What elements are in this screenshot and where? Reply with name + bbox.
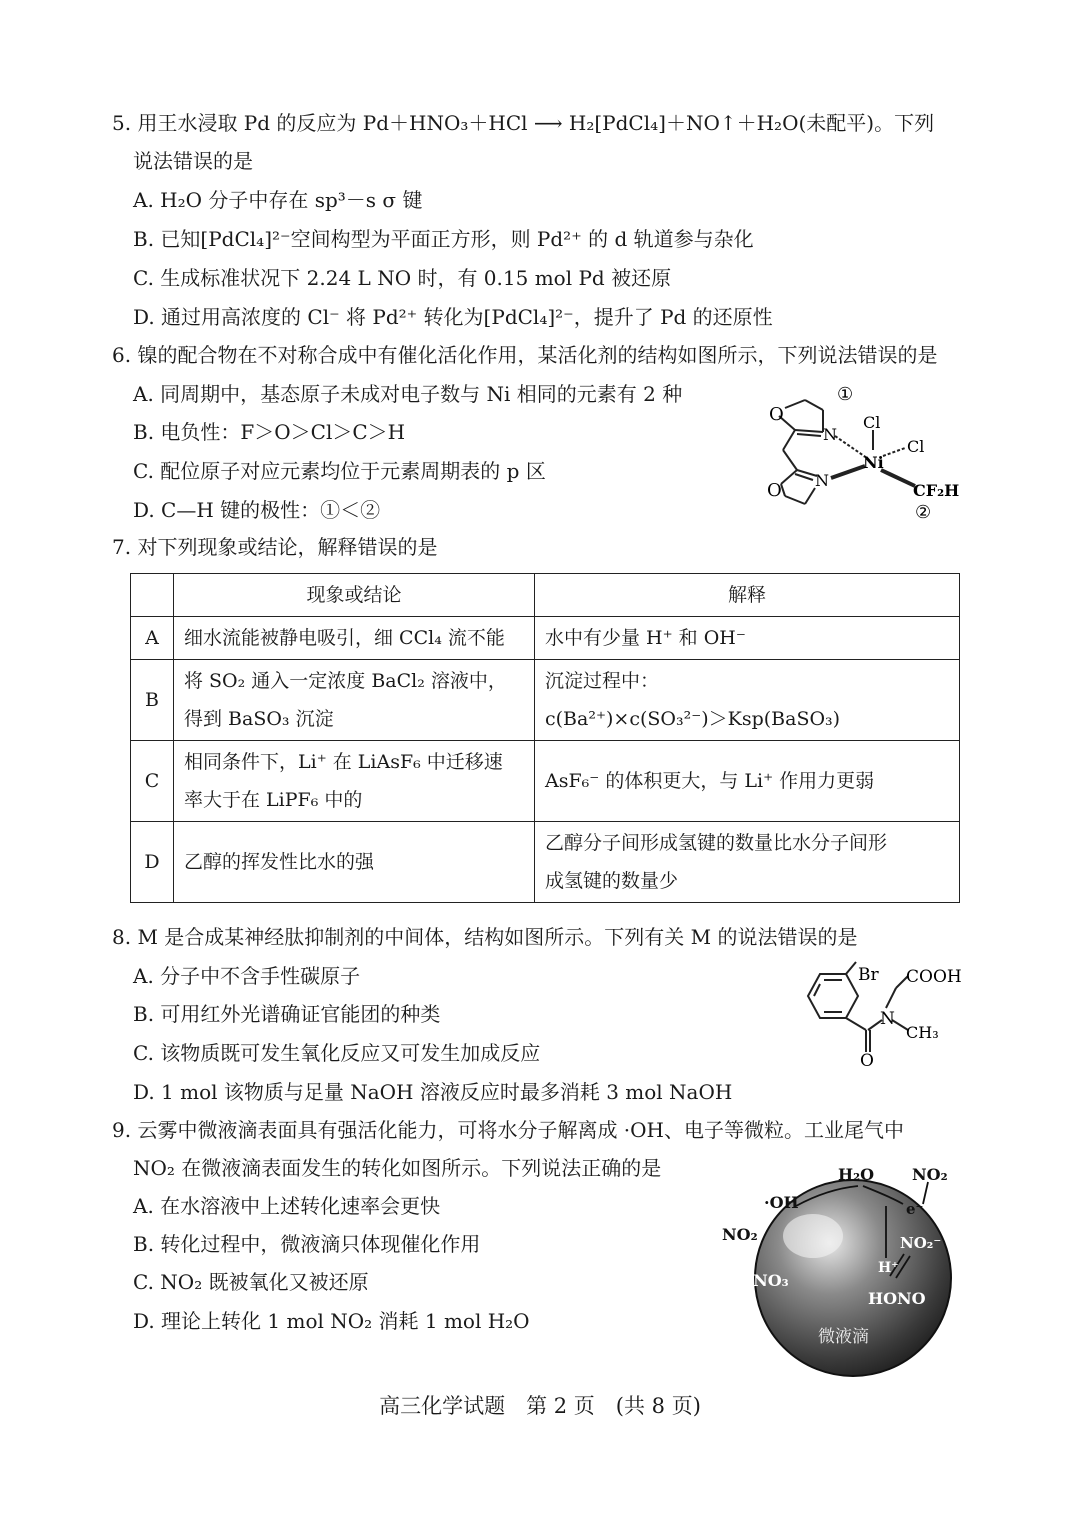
table-row [131, 741, 960, 822]
q6-fig-cf2h: CF₂H [913, 481, 960, 500]
q8-option-b: B. 可用红外光谱确证官能团的种类 [133, 1002, 441, 1026]
q5-option-a: A. H₂O 分子中存在 sp³－s σ 键 [133, 188, 423, 212]
q5-option-c: C. 生成标准状况下 2.24 L NO 时，有 0.15 mol Pd 被还原 [133, 266, 672, 290]
row-phenomenon [174, 822, 535, 903]
cell-line: 水中有少量 H⁺ 和 OH⁻ [545, 627, 746, 649]
q9-option-a: A. 在水溶液中上述转化速率会更快 [133, 1194, 441, 1218]
cell-line: AsF₆⁻ 的体积更大，与 Li⁺ 作用力更弱 [545, 770, 875, 792]
q9-option-b: B. 转化过程中，微液滴只体现催化作用 [133, 1232, 481, 1256]
q6-fig-ni: Ni [863, 453, 884, 472]
table-header-row [131, 574, 960, 617]
q9-fig-droplet-label: 微液滴 [818, 1327, 869, 1347]
q6-fig-cl2: Cl [907, 437, 925, 456]
q8-option-a: A. 分子中不含手性碳原子 [133, 964, 361, 988]
row-phenomenon [174, 617, 535, 660]
q9-option-c: C. NO₂ 既被氧化又被还原 [133, 1270, 369, 1294]
q6-fig-o1: O [769, 404, 784, 425]
q6-fig-n1: N [823, 425, 837, 444]
q9-option-d: D. 理论上转化 1 mol NO₂ 消耗 1 mol H₂O [133, 1309, 530, 1333]
table-header-cell: 解释 [535, 574, 960, 617]
q7-table [130, 573, 960, 903]
cell-line: c(Ba²⁺)×c(SO₃²⁻)＞Ksp(BaSO₃) [545, 708, 841, 730]
cell-line: 得到 BaSO₃ 沉淀 [184, 708, 334, 730]
row-explanation [535, 822, 960, 903]
page-footer: 高三化学试题 第 2 页 (共 8 页) [379, 1394, 701, 1418]
cell-line: 将 SO₂ 通入一定浓度 BaCl₂ 溶液中， [184, 670, 507, 692]
q6-option-b: B. 电负性：F＞O＞Cl＞C＞H [133, 420, 406, 444]
q9-fig-h-plus: H⁺ [878, 1260, 899, 1276]
cell-line: 成氢键的数量少 [545, 870, 679, 892]
cell-line: 沉淀过程中： [545, 670, 660, 692]
row-explanation [535, 617, 960, 660]
table-row [131, 660, 960, 741]
q8-fig-ch3: CH₃ [906, 1023, 939, 1042]
q9-fig-hno3: HNO₃ [738, 1271, 789, 1290]
row-explanation [535, 660, 960, 741]
cell-line: 相同条件下，Li⁺ 在 LiAsF₆ 中迁移速 [184, 751, 503, 773]
q5-option-b: B. 已知[PdCl₄]²⁻空间构型为平面正方形，则 Pd²⁺ 的 d 轨道参与杂化 [133, 227, 754, 251]
table-row [131, 822, 960, 903]
q6-option-a: A. 同周期中，基态原子未成对电子数与 Ni 相同的元素有 2 种 [133, 382, 683, 406]
q8-fig-cooh: COOH [906, 967, 962, 987]
row-key: D [131, 822, 174, 903]
q6-fig-cl1: Cl [863, 413, 881, 432]
q9-fig-oh: ·OH [764, 1193, 799, 1212]
q9-fig-no2-top: NO₂ [912, 1165, 948, 1184]
q6-option-c: C. 配位原子对应元素均位于元素周期表的 p 区 [133, 459, 546, 483]
q6-option-d: D. C—H 键的极性：①＜② [133, 498, 381, 522]
q9-fig-hono: HONO [868, 1289, 926, 1308]
compound-m-structure [790, 958, 970, 1068]
q6-fig-n2: N [815, 471, 829, 490]
q8-fig-br: Br [858, 965, 879, 985]
q6-fig-mark2: ② [915, 502, 932, 523]
nickel-complex-structure [755, 378, 975, 528]
table-header-cell: 现象或结论 [174, 574, 535, 617]
table-header-cell [131, 574, 174, 617]
q8-option-d: D. 1 mol 该物质与足量 NaOH 溶液反应时最多消耗 3 mol NaOH [133, 1080, 733, 1104]
microdroplet-diagram [718, 1158, 968, 1388]
q5-stem-line1: 5. 用王水浸取 Pd 的反应为 Pd＋HNO₃＋HCl ⟶ H₂[PdCl₄]＋NO↑＋H₂O(未配平)。下列 [112, 111, 935, 135]
cell-line: 细水流能被静电吸引，细 CCl₄ 流不能 [184, 627, 505, 649]
q5-stem-line2: 说法错误的是 [133, 149, 253, 173]
q8-fig-n: N [880, 1009, 895, 1029]
q5-option-d: D. 通过用高浓度的 Cl⁻ 将 Pd²⁺ 转化为[PdCl₄]²⁻，提升了 Pd 的还原性 [133, 305, 773, 329]
q8-fig-o: O [860, 1051, 874, 1068]
row-key: B [131, 660, 174, 741]
row-phenomenon [174, 741, 535, 822]
q6-stem: 6. 镍的配合物在不对称合成中有催化活化作用，某活化剂的结构如图所示，下列说法错误的是 [112, 343, 938, 367]
cell-line: 乙醇分子间形成氢键的数量比水分子间形 [545, 832, 888, 854]
row-key: C [131, 741, 174, 822]
q6-fig-mark1: ① [837, 384, 854, 405]
q9-stem-line1: 9. 云雾中微液滴表面具有强活化能力，可将水分子解离成 ·OH、电子等微粒。工业尾气中 [112, 1118, 904, 1142]
q9-fig-no2-left: NO₂ [722, 1225, 758, 1244]
q8-option-c: C. 该物质既可发生氧化反应又可发生加成反应 [133, 1041, 541, 1065]
q6-fig-o2: O [767, 480, 782, 501]
q7-stem: 7. 对下列现象或结论，解释错误的是 [112, 535, 438, 559]
q9-fig-no2-minus: NO₂⁻ [900, 1234, 942, 1252]
table-row [131, 617, 960, 660]
row-explanation [535, 741, 960, 822]
row-phenomenon [174, 660, 535, 741]
cell-line: 率大于在 LiPF₆ 中的 [184, 789, 363, 811]
q8-stem: 8. M 是合成某神经肽抑制剂的中间体，结构如图所示。下列有关 M 的说法错误的是 [112, 925, 858, 949]
cell-line: 乙醇的挥发性比水的强 [184, 851, 375, 873]
q9-fig-e: e⁻ [906, 1200, 924, 1218]
q9-stem-line2: NO₂ 在微液滴表面发生的转化如图所示。下列说法正确的是 [133, 1156, 662, 1180]
row-key: A [131, 617, 174, 660]
q9-fig-h2o: H₂O [838, 1165, 875, 1184]
